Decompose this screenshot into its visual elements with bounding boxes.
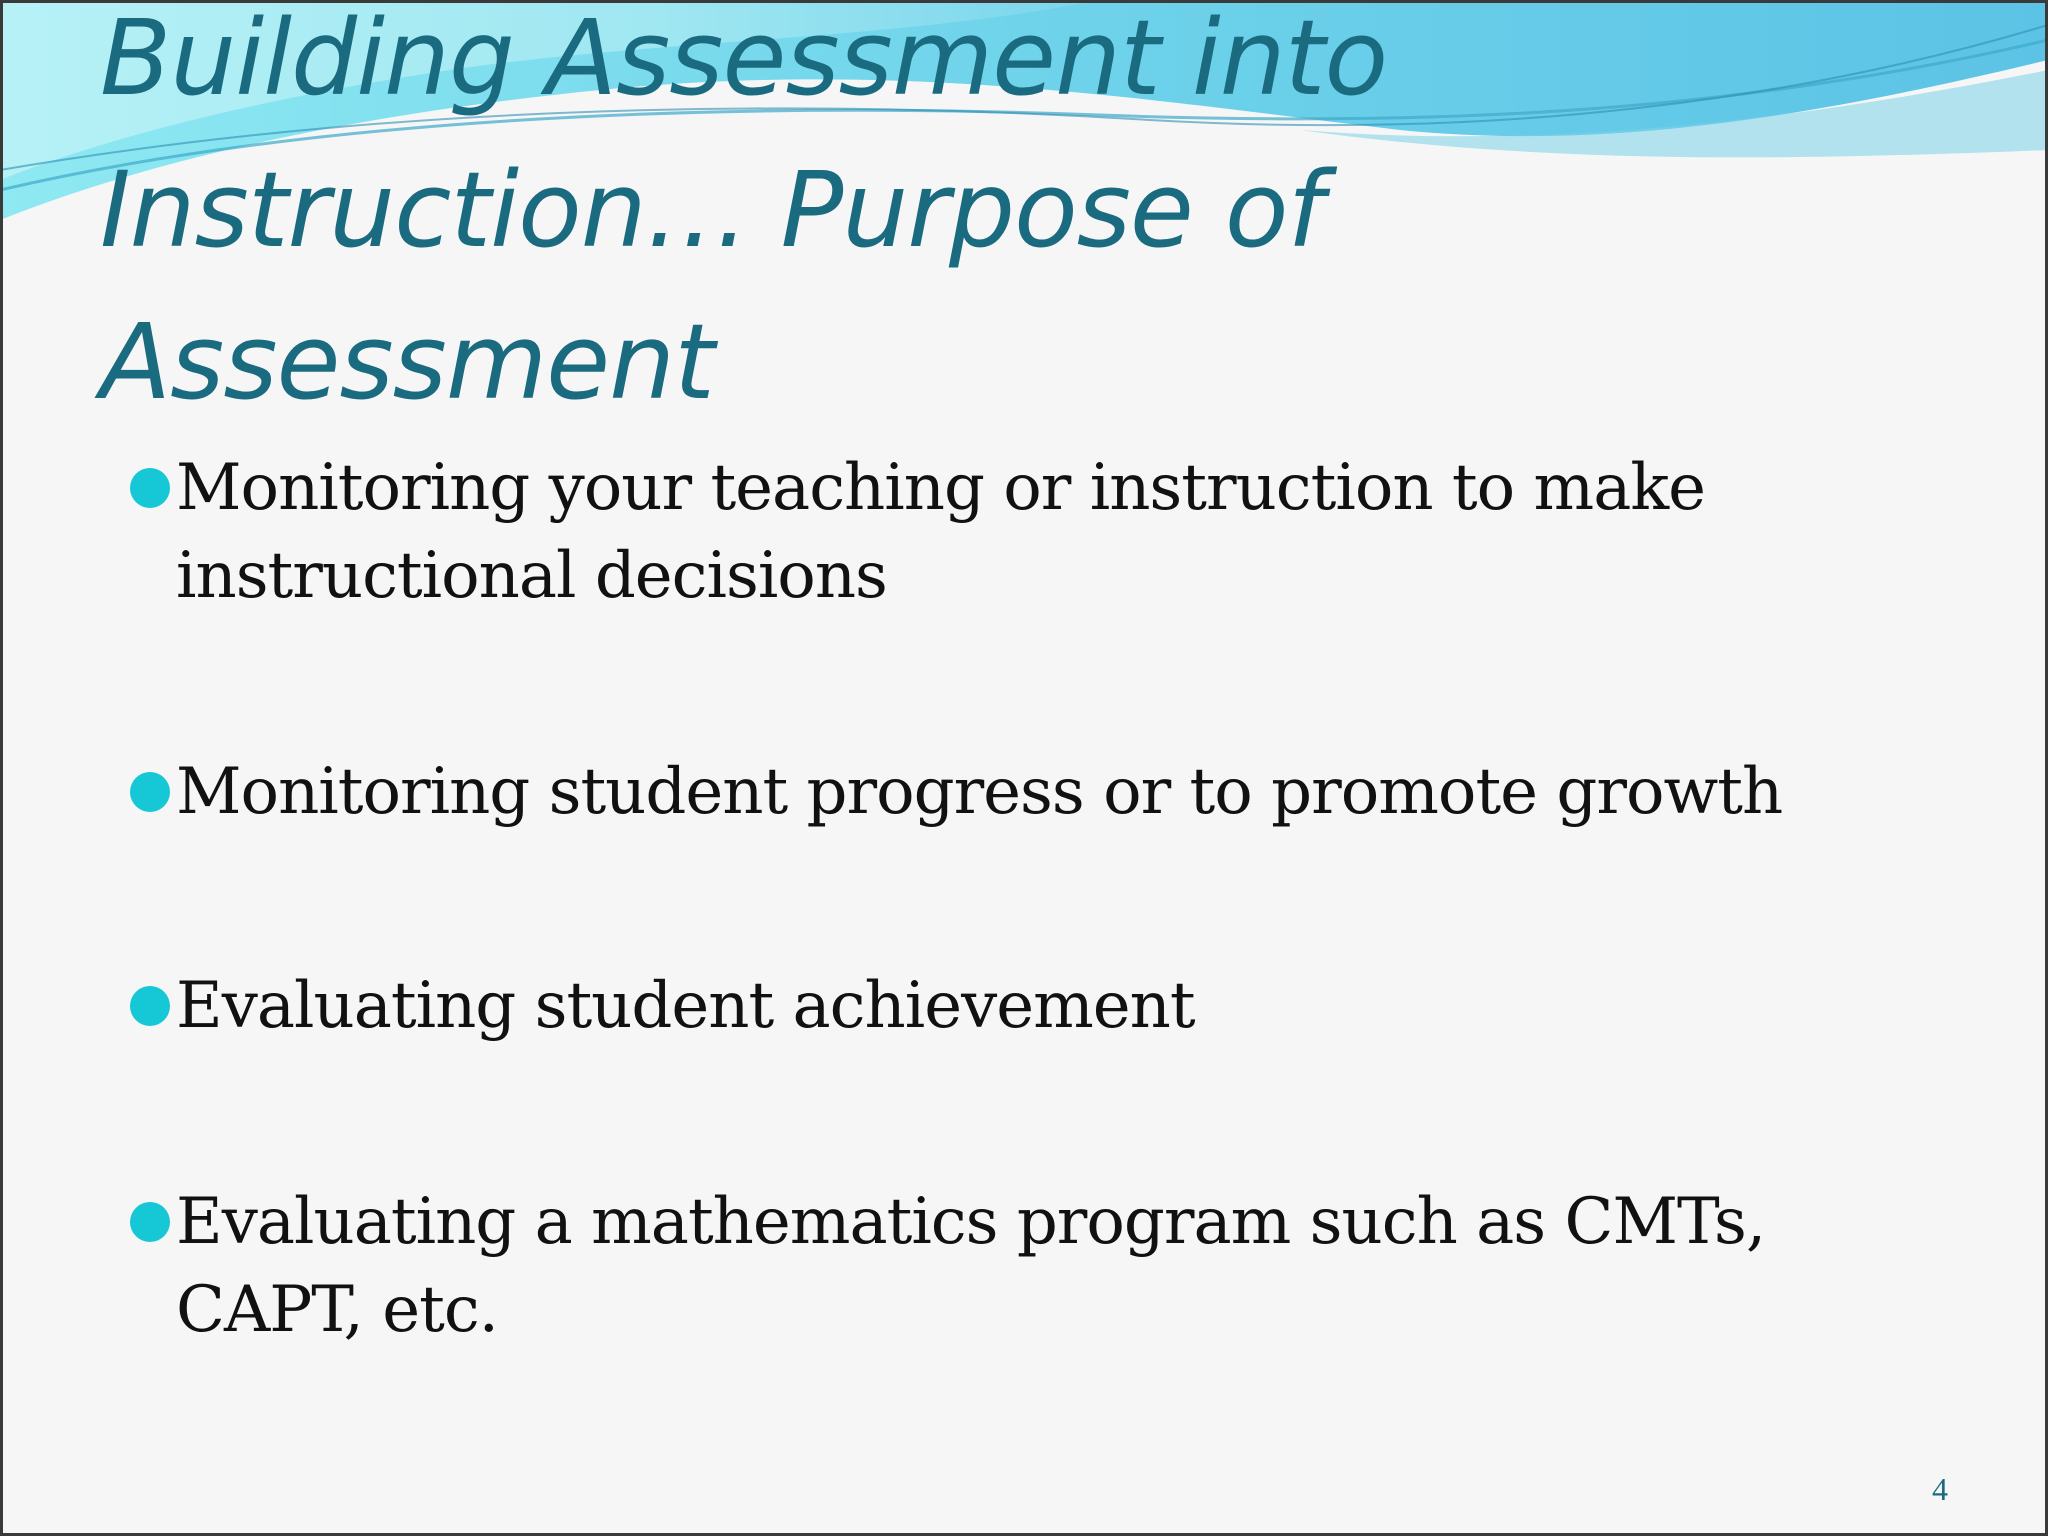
bullet-dot-icon	[130, 772, 170, 812]
bullet-dot-icon	[130, 986, 170, 1026]
bullet-item	[130, 748, 1910, 962]
slide-title: Building Assessment into Instruction… Purpose of Assessment	[100, 0, 1388, 423]
bullet-item	[130, 444, 1910, 748]
bullet-text: Monitoring your teaching or instruction to make instructional decisions	[176, 451, 1705, 613]
bullet-item	[130, 1178, 1910, 1354]
bullet-text: Evaluating student achievement	[176, 969, 1195, 1043]
bullet-dot-icon	[130, 1202, 170, 1242]
bullet-list	[130, 444, 1910, 1354]
bullet-item	[130, 962, 1910, 1178]
bullet-text: Monitoring student progress or to promote growth	[176, 755, 1783, 829]
page-number: 4	[1932, 1471, 1948, 1507]
bullet-dot-icon	[130, 468, 170, 508]
bullet-text: Evaluating a mathematics program such as CMTs, CAPT, etc.	[176, 1185, 1766, 1347]
